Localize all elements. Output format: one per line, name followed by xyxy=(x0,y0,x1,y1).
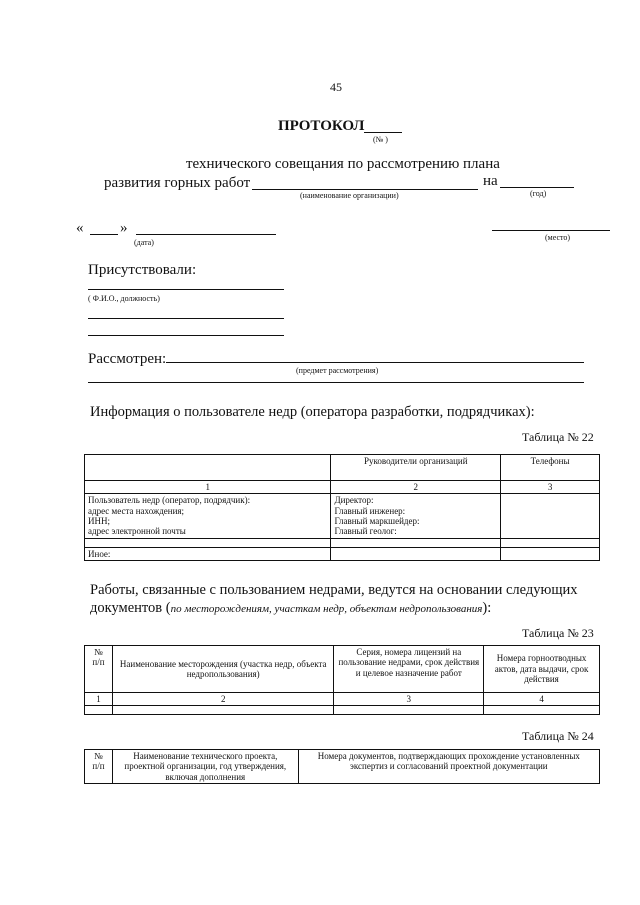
place-line xyxy=(492,230,610,231)
t22-email-line: адрес электронной почты xyxy=(88,526,186,537)
subtitle-line2: развития горных работ xyxy=(104,175,251,191)
t22-empty-row-c2 xyxy=(331,538,501,547)
t22-num-3: 3 xyxy=(501,481,600,494)
t22-header-leaders: Руководители организаций xyxy=(331,455,501,481)
t22-header-empty xyxy=(85,455,331,481)
t23-header-num-b: п/п xyxy=(92,657,105,668)
organization-caption: (наименование организации) xyxy=(300,191,399,200)
t23-header-deposit: Наименование месторождения (участка недр, объекта недропользования) xyxy=(112,646,334,693)
t24-header-num-b: п/п xyxy=(92,761,105,772)
t24-header-project: Наименование технического проекта, проектной организации, год утверждения, включая дополнения xyxy=(112,750,298,784)
table-22 xyxy=(84,454,600,561)
table-23 xyxy=(84,645,600,715)
t22-leaders-cell xyxy=(331,494,501,538)
attendee-line-3 xyxy=(88,335,284,336)
t22-inn-line: ИНН; xyxy=(88,516,110,527)
t22-user-line: Пользователь недр (оператор, подрядчик): xyxy=(88,495,251,506)
works-heading-end: ): xyxy=(482,600,492,616)
t24-header-documents: Номера документов, подтверждающих прохождение установленных экспертиз и согласований проектной документации xyxy=(298,750,599,784)
t23-empty-c4 xyxy=(484,706,600,715)
t23-num-1: 1 xyxy=(85,693,113,706)
subject-caption: (предмет рассмотрения) xyxy=(296,366,379,375)
table23-label: Таблица № 23 xyxy=(522,626,594,640)
attendee-line-2 xyxy=(88,318,284,319)
protocol-number-caption: (№ ) xyxy=(373,135,388,144)
protocol-title: ПРОТОКОЛ xyxy=(278,118,365,134)
organization-line xyxy=(252,189,478,190)
attended-heading: Присутствовали: xyxy=(88,262,197,278)
t23-num-4: 4 xyxy=(484,693,600,706)
t22-header-phones: Телефоны xyxy=(501,455,600,481)
t24-header-num-a: № xyxy=(94,751,103,761)
subject-line xyxy=(166,362,584,363)
year-line xyxy=(500,187,574,188)
t22-empty-row-c3 xyxy=(501,538,600,547)
t22-address-line xyxy=(88,506,327,516)
t22-phones-cell xyxy=(501,494,600,538)
table22-label: Таблица № 22 xyxy=(522,430,594,444)
subtitle-line1: технического совещания по рассмотрению плана xyxy=(186,156,500,172)
date-month-line xyxy=(136,234,276,235)
date-quote-close: » xyxy=(120,220,128,236)
t22-empty-row-c1 xyxy=(85,538,331,547)
t23-empty-c2 xyxy=(112,706,334,715)
works-heading-line2 xyxy=(90,600,491,617)
info-heading: Информация о пользователе недр (оператора разработки, подрядчиках): xyxy=(90,404,535,420)
t23-header-acts: Номера горноотводных актов, дата выдачи, срок действия xyxy=(484,646,600,693)
t24-header-num xyxy=(85,750,113,784)
works-heading-start: документов ( xyxy=(90,600,171,616)
subject-line-2 xyxy=(88,382,584,383)
page-number: 45 xyxy=(330,80,342,94)
t23-empty-c3 xyxy=(334,706,484,715)
t22-address-text: адрес места нахождения; xyxy=(88,505,185,516)
t23-header-license: Серия, номера лицензий на пользование недрами, срок действия и целевое назначение работ xyxy=(334,646,484,693)
date-quote-open: « xyxy=(76,220,84,236)
t23-num-3: 3 xyxy=(334,693,484,706)
t22-director: Директор: xyxy=(334,495,374,506)
attendee-line-1 xyxy=(88,289,284,290)
t22-chief-geologist: Главный геолог: xyxy=(334,526,397,537)
year-caption: (год) xyxy=(530,189,547,198)
table-24 xyxy=(84,749,600,784)
date-caption: (дата) xyxy=(134,238,154,247)
t22-other-cell: Иное: xyxy=(85,547,331,560)
t23-num-2: 2 xyxy=(112,693,334,706)
works-heading-italic: по месторождениям, участкам недр, объектам недропользования xyxy=(170,603,483,615)
t22-chief-surveyor: Главный маркшейдер: xyxy=(334,516,420,527)
t22-user-cell xyxy=(85,494,331,538)
t22-chief-engineer: Главный инженер: xyxy=(334,505,406,516)
protocol-number-line xyxy=(364,132,402,133)
t23-header-num xyxy=(85,646,113,693)
reviewed-label: Рассмотрен: xyxy=(88,351,167,367)
na-word: на xyxy=(483,173,498,189)
table24-label: Таблица № 24 xyxy=(522,729,594,743)
t22-other-c3 xyxy=(501,547,600,560)
t23-empty-c1 xyxy=(85,706,113,715)
t22-other-c2 xyxy=(331,547,501,560)
works-heading-line1: Работы, связанные с пользованием недрами, ведутся на основании следующих xyxy=(90,582,578,598)
place-caption: (место) xyxy=(545,233,571,242)
t23-header-num-a: № xyxy=(94,647,103,657)
fio-caption: ( Ф.И.О., должность) xyxy=(88,294,160,303)
t22-num-1: 1 xyxy=(85,481,331,494)
date-day-line xyxy=(90,234,118,235)
t22-num-2: 2 xyxy=(331,481,501,494)
